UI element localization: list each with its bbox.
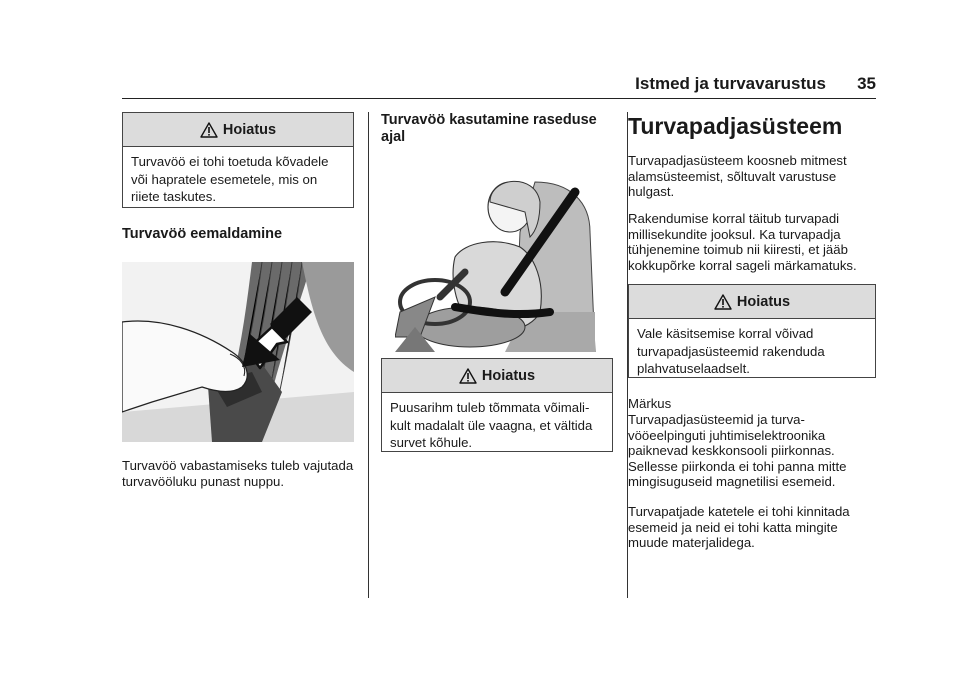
- warning-text: Turvavöö ei tohi toetuda kõvadele või hapratele esemetele, mis on riiete taskutes.: [131, 154, 329, 204]
- warning-header: [382, 359, 612, 393]
- airbag-intro-paragraph: Turvapadjasüsteem koosneb mitmest alamsüsteemist, sõltuvalt varustuse hulgast.: [628, 153, 847, 199]
- warning-box-lap-belt: [381, 358, 613, 452]
- header-rule: [122, 98, 876, 99]
- warning-heading: Hoiatus: [736, 293, 791, 310]
- warning-text: Vale käsitsemise korral võivad turvapadjasüsteemid rakenduda plahvatuselaadselt.: [637, 326, 825, 376]
- buckle-release-caption: Turvavöö vabastamiseks tuleb vajutada turvavööluku punast nuppu.: [122, 458, 354, 489]
- page-number: 35: [857, 74, 876, 93]
- warning-heading: Hoiatus: [481, 367, 536, 384]
- warning-icon: [459, 368, 477, 384]
- warning-header: [629, 285, 875, 319]
- section-title-removing-belt: Turvavöö eemaldamine: [122, 226, 283, 242]
- pregnant-driver-illustration: [395, 162, 600, 352]
- warning-header: [123, 113, 353, 147]
- note-label: Märkus: [628, 396, 672, 411]
- column-divider-1: [368, 112, 369, 598]
- warning-box-airbag: [628, 284, 876, 378]
- airbag-cover-paragraph: Turvapatjade katetele ei tohi kinnitada esemeid ja neid ei tohi katta mingite muude materjalidega.: [628, 504, 850, 550]
- warning-box-seatbelt-pockets: [122, 112, 354, 208]
- header-title: Istmed ja turvavarustus: [635, 74, 826, 93]
- airbag-system-title: Turvapadjasüsteem: [628, 113, 843, 139]
- column-left: [122, 112, 354, 489]
- warning-icon: [200, 122, 218, 138]
- warning-text: Puusarihm tuleb tõmmata võimalikult madalalt üle vaagna, et vältida survet kõhule.: [390, 400, 593, 450]
- page-header: [122, 74, 876, 98]
- airbag-deploy-paragraph: Rakendumise korral täitub turvapadi millisekundite jooksul. Ka turvapadja tühjenemine toimub nii kiiresti, et jääb kokkupõrke korral sageli märkamatuks.: [628, 211, 857, 273]
- buckle-release-illustration: [122, 262, 354, 442]
- note-text: Turvapadjasüsteemid ja turvavööeelpinguti juhtimiselektroonika paiknevad keskkonsooli piirkonnas. Sellesse piirkonda ei tohi panna mitte mingisuguseid magnetilisi esemeid.: [628, 412, 847, 489]
- warning-heading: Hoiatus: [222, 121, 277, 138]
- section-title-pregnancy: Turvavöö kasutamine raseduse ajal: [381, 112, 597, 145]
- warning-icon: [714, 294, 732, 310]
